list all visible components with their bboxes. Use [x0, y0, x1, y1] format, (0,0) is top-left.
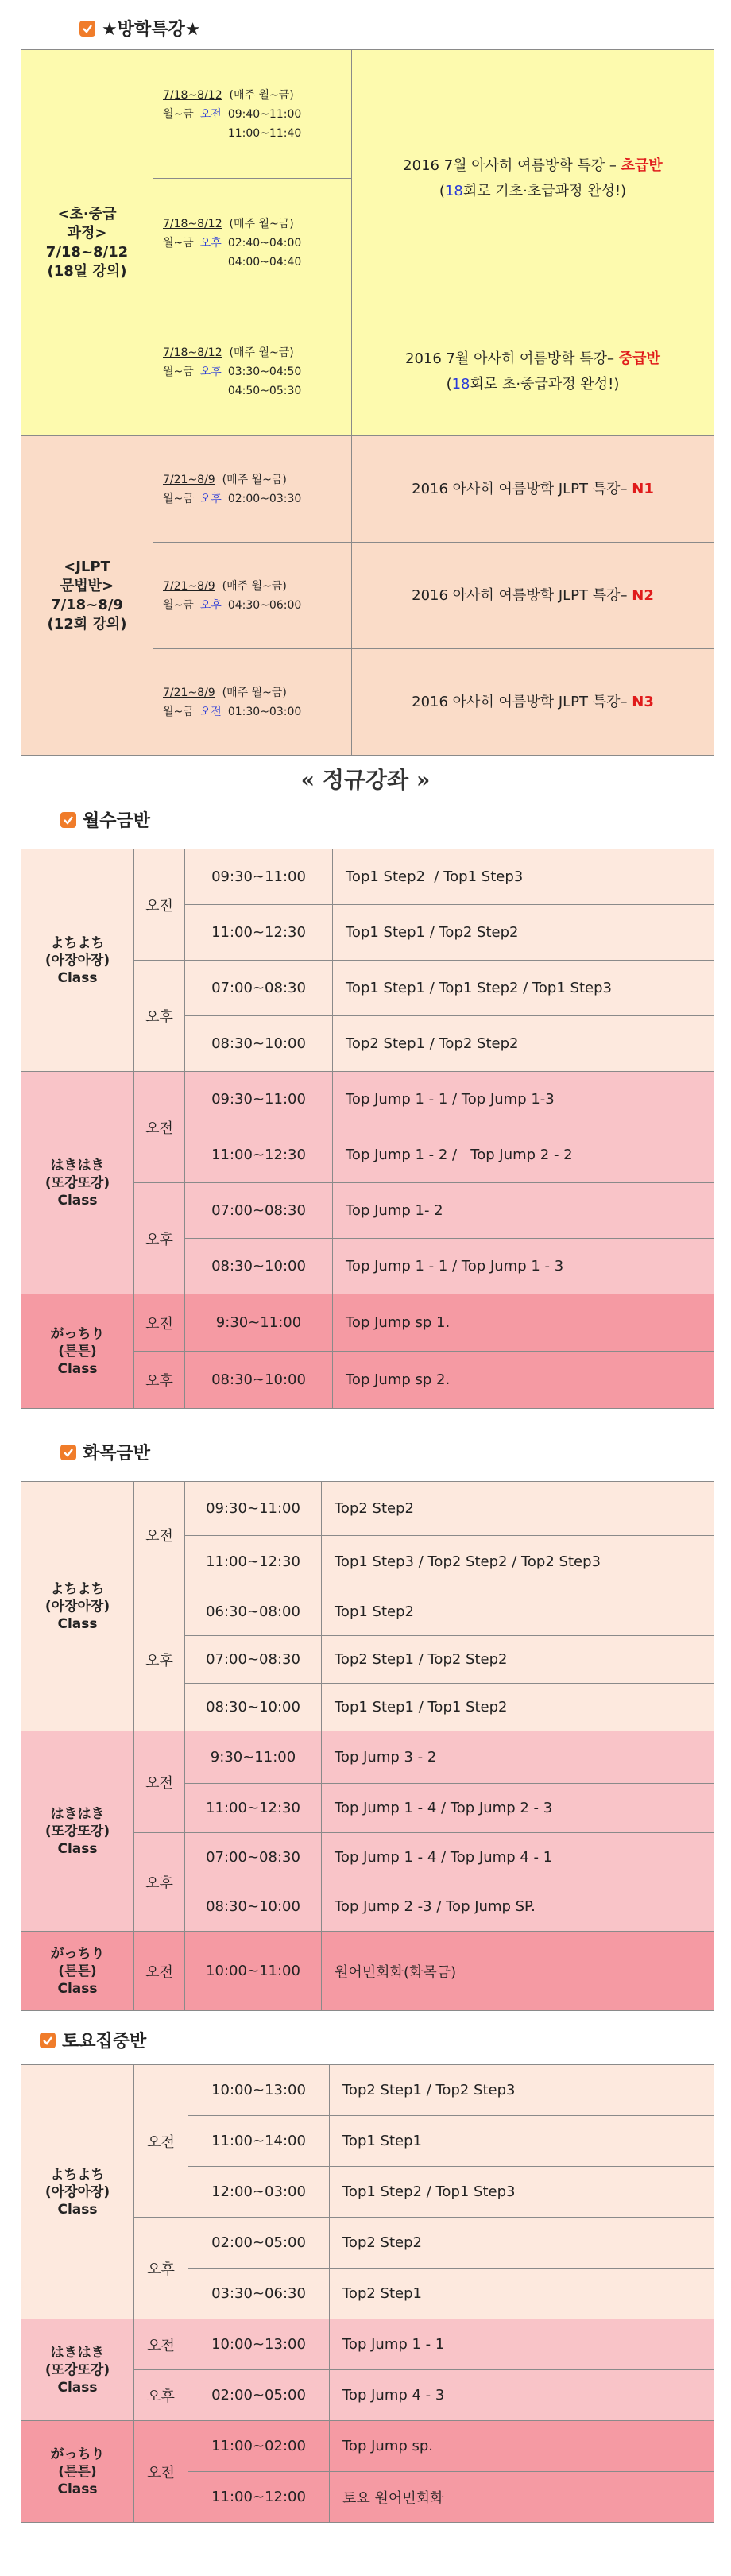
time-cell: 12:00~03:00: [188, 2167, 330, 2218]
group-label: <초·중급 과정> 7/18~8/12 (18일 강의): [21, 50, 153, 436]
course-cell: Top1 Step1 / Top1 Step2: [322, 1684, 714, 1731]
course-cell: Top1 Step1 / Top1 Step2 / Top1 Step3: [333, 961, 714, 1016]
time-cell: 07:00~08:30: [185, 1183, 333, 1239]
schedule-cell: 7/21~8/9 (매주 월~금) 월~금 오전 01:30~03:00: [153, 649, 352, 756]
period-cell: 오전: [134, 1482, 185, 1588]
schedule-cell: 7/18~8/12 (매주 월~금) 월~금 오후 03:30~04:50 04:50~05:30: [153, 307, 352, 436]
course-cell: Top Jump 1 - 1 / Top Jump 1-3: [333, 1072, 714, 1127]
course-cell: 2016 7월 아사히 여름방학 특강– 중급반 (18회로 초·중급과정 완성!): [352, 307, 714, 436]
course-cell: Top Jump 3 - 2: [322, 1731, 714, 1784]
course-cell: Top1 Step1: [330, 2116, 714, 2167]
period-cell: 오후: [134, 1833, 185, 1932]
period-cell: 오전: [134, 1072, 185, 1183]
time-cell: 08:30~10:00: [185, 1882, 322, 1932]
course-cell: Top2 Step1 / Top2 Step2: [333, 1016, 714, 1072]
table-row: [21, 1932, 714, 2011]
period-cell: 오전: [134, 2421, 188, 2523]
period-cell: 오후: [134, 2370, 188, 2421]
tt-schedule-table: [21, 1481, 714, 2011]
tt-section-header: [60, 1440, 150, 1464]
course-cell: Top Jump 1 - 4 / Top Jump 4 - 1: [322, 1833, 714, 1882]
special-title: ★방학특강★: [102, 20, 201, 40]
course-cell: Top Jump 1 - 2 / Top Jump 2 - 2: [333, 1127, 714, 1183]
regular-courses-title: « 정규강좌 »: [300, 767, 431, 793]
table-row: [21, 436, 714, 543]
checkbox-icon: [60, 1445, 76, 1460]
course-cell: Top1 Step1 / Top2 Step2: [333, 905, 714, 961]
course-cell: Top2 Step1 / Top2 Step3: [330, 2065, 714, 2116]
time-cell: 08:30~10:00: [185, 1352, 333, 1409]
mwf-schedule-table: [21, 849, 714, 1409]
special-course-table: [21, 49, 714, 756]
time-cell: 11:00~12:00: [188, 2472, 330, 2523]
course-cell: Top2 Step2: [322, 1482, 714, 1536]
class-label: はきはき (또강또강) Class: [21, 1072, 134, 1294]
time-cell: 06:30~08:00: [185, 1588, 322, 1636]
course-cell: Top Jump 1 - 1: [330, 2319, 714, 2370]
class-label: はきはき (또강또강) Class: [21, 1731, 134, 1932]
course-cell: 2016 아사히 여름방학 JLPT 특강– N3: [352, 649, 714, 756]
period-cell: 오전: [134, 2065, 188, 2218]
time-cell: 09:30~11:00: [185, 1072, 333, 1127]
course-cell: Top2 Step2: [330, 2218, 714, 2269]
course-cell: Top1 Step3 / Top2 Step2 / Top2 Step3: [322, 1536, 714, 1588]
time-cell: 03:30~06:30: [188, 2269, 330, 2319]
time-cell: 10:00~13:00: [188, 2065, 330, 2116]
time-cell: 07:00~08:30: [185, 1636, 322, 1684]
table-row: [21, 1731, 714, 1784]
course-cell: Top Jump sp 2.: [333, 1352, 714, 1409]
schedule-cell: 7/21~8/9 (매주 월~금) 월~금 오후 04:30~06:00: [153, 543, 352, 649]
checkbox-icon: [79, 21, 95, 37]
period-cell: 오전: [134, 1731, 185, 1833]
period-cell: 오후: [134, 1183, 185, 1294]
mwf-section-header: [60, 807, 150, 832]
class-label: よちよち (아장아장) Class: [21, 849, 134, 1072]
group-label: <JLPT 문법반> 7/18~8/9 (12회 강의): [21, 436, 153, 756]
course-cell: Top Jump 4 - 3: [330, 2370, 714, 2421]
schedule-cell: 7/21~8/9 (매주 월~금) 월~금 오후 02:00~03:30: [153, 436, 352, 543]
class-label: がっちり (튼튼) Class: [21, 2421, 134, 2523]
time-cell: 11:00~12:30: [185, 1127, 333, 1183]
course-cell: 토요 원어민회화: [330, 2472, 714, 2523]
table-row: [21, 2065, 714, 2116]
time-cell: 08:30~10:00: [185, 1239, 333, 1294]
time-cell: 07:00~08:30: [185, 961, 333, 1016]
course-cell: Top2 Step1 / Top2 Step2: [322, 1636, 714, 1684]
class-label: がっちり (튼튼) Class: [21, 1294, 134, 1409]
class-label: がっちり (튼튼) Class: [21, 1932, 134, 2011]
time-cell: 10:00~13:00: [188, 2319, 330, 2370]
class-label: はきはき (또강또강) Class: [21, 2319, 134, 2421]
sat-section-header: [40, 2028, 146, 2052]
time-cell: 02:00~05:00: [188, 2218, 330, 2269]
course-cell: Top1 Step2 / Top1 Step3: [333, 849, 714, 905]
time-cell: 11:00~12:30: [185, 1536, 322, 1588]
course-cell: 원어민회화(화목금): [322, 1932, 714, 2011]
time-cell: 09:30~11:00: [185, 849, 333, 905]
mwf-title: 월수금반: [83, 811, 151, 831]
course-cell: Top Jump sp 1.: [333, 1294, 714, 1352]
tt-title: 화목금반: [83, 1444, 151, 1464]
time-cell: 9:30~11:00: [185, 1731, 322, 1784]
sat-schedule-table: [21, 2064, 714, 2523]
time-cell: 08:30~10:00: [185, 1684, 322, 1731]
course-cell: Top Jump 1 - 1 / Top Jump 1 - 3: [333, 1239, 714, 1294]
period-cell: 오전: [134, 849, 185, 961]
course-cell: Top2 Step1: [330, 2269, 714, 2319]
time-cell: 10:00~11:00: [185, 1932, 322, 2011]
period-cell: 오후: [134, 1588, 185, 1731]
table-row: [21, 1072, 714, 1127]
course-cell: 2016 7월 아사히 여름방학 특강 – 초급반 (18회로 기초·초급과정 완성!): [352, 50, 714, 307]
class-label: よちよち (아장아장) Class: [21, 1482, 134, 1731]
period-cell: 오전: [134, 1932, 185, 2011]
period-cell: 오전: [134, 1294, 185, 1352]
course-cell: Top Jump sp.: [330, 2421, 714, 2472]
table-row: [21, 849, 714, 905]
course-cell: Top Jump 1 - 4 / Top Jump 2 - 3: [322, 1784, 714, 1833]
time-cell: 11:00~02:00: [188, 2421, 330, 2472]
table-row: [21, 50, 714, 179]
time-cell: 9:30~11:00: [185, 1294, 333, 1352]
time-cell: 02:00~05:00: [188, 2370, 330, 2421]
time-cell: 11:00~14:00: [188, 2116, 330, 2167]
time-cell: 07:00~08:30: [185, 1833, 322, 1882]
period-cell: 오후: [134, 2218, 188, 2319]
time-cell: 11:00~12:30: [185, 1784, 322, 1833]
period-cell: 오후: [134, 961, 185, 1072]
sat-title: 토요집중반: [62, 2032, 147, 2052]
course-cell: Top1 Step2: [322, 1588, 714, 1636]
course-cell: Top1 Step2 / Top1 Step3: [330, 2167, 714, 2218]
checkbox-icon: [60, 812, 76, 828]
table-row: [21, 2421, 714, 2472]
course-cell: Top Jump 2 -3 / Top Jump SP.: [322, 1882, 714, 1932]
course-cell: 2016 아사히 여름방학 JLPT 특강– N1: [352, 436, 714, 543]
class-label: よちよち (아장아장) Class: [21, 2065, 134, 2319]
table-row: [21, 2319, 714, 2370]
course-cell: Top Jump 1- 2: [333, 1183, 714, 1239]
schedule-cell: 7/18~8/12 (매주 월~금) 월~금 오후 02:40~04:00 04:00~04:40: [153, 179, 352, 307]
period-cell: 오후: [134, 1352, 185, 1409]
course-cell: 2016 아사히 여름방학 JLPT 특강– N2: [352, 543, 714, 649]
table-row: [21, 1482, 714, 1536]
schedule-cell: 7/18~8/12 (매주 월~금) 월~금 오전 09:40~11:00 11:00~11:40: [153, 50, 352, 179]
time-cell: 09:30~11:00: [185, 1482, 322, 1536]
table-row: [21, 1294, 714, 1352]
time-cell: 08:30~10:00: [185, 1016, 333, 1072]
checkbox-icon: [40, 2033, 56, 2048]
period-cell: 오전: [134, 2319, 188, 2370]
time-cell: 11:00~12:30: [185, 905, 333, 961]
special-section-header: [79, 16, 200, 41]
